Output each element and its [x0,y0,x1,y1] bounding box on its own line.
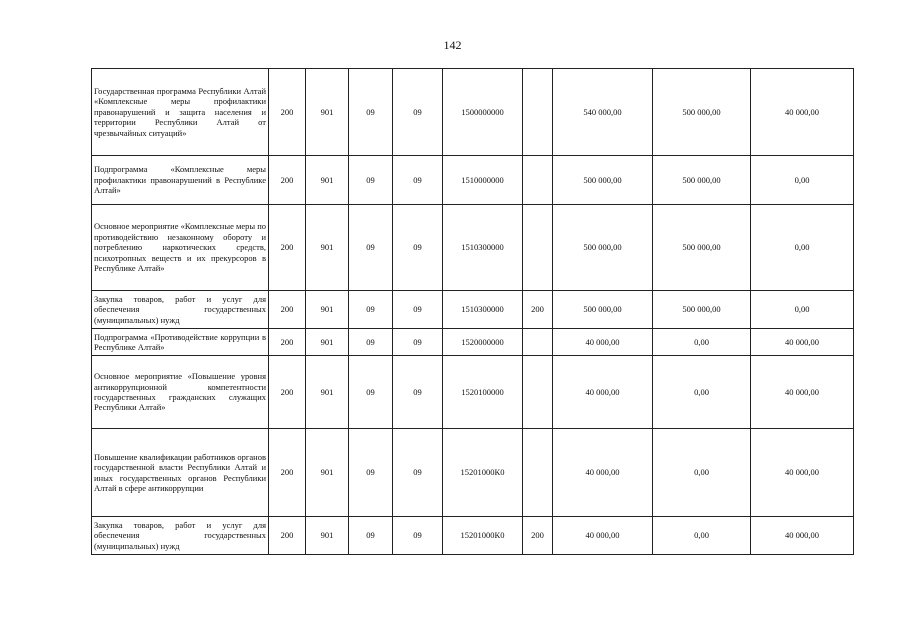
budget-table [91,68,854,555]
cell-code-1: 200 [269,156,306,205]
table-row [92,205,854,291]
cell-subsection: 09 [393,205,443,291]
cell-section: 09 [349,69,393,156]
cell-expense-type [523,205,553,291]
cell-target-article: 1520000000 [443,329,523,356]
cell-target-article: 15201000К0 [443,429,523,517]
table-row [92,291,854,329]
cell-expense-type: 200 [523,517,553,555]
cell-ministry-code: 901 [306,429,349,517]
table-row [92,429,854,517]
cell-amount-2: 500 000,00 [653,156,751,205]
cell-target-article: 1510000000 [443,156,523,205]
table-row [92,156,854,205]
row-name: Государственная программа Республики Алтай «Комплексные меры профилактики правонарушений и защита населения и территории Республики Алтай от чрезвычайных ситуаций» [92,69,269,156]
cell-amount-3: 0,00 [751,205,854,291]
cell-code-1: 200 [269,69,306,156]
table-row [92,329,854,356]
row-name: Закупка товаров, работ и услуг для обеспечения государственных (муниципальных) нужд [92,517,269,555]
cell-amount-2: 500 000,00 [653,205,751,291]
cell-expense-type [523,429,553,517]
cell-section: 09 [349,329,393,356]
cell-target-article: 15201000К0 [443,517,523,555]
cell-amount-3: 40 000,00 [751,429,854,517]
cell-amount-3: 40 000,00 [751,356,854,429]
budget-table-body [92,69,854,555]
cell-amount-total: 40 000,00 [553,429,653,517]
cell-amount-3: 0,00 [751,291,854,329]
cell-expense-type [523,356,553,429]
cell-subsection: 09 [393,429,443,517]
row-name: Основное мероприятие «Комплексные меры по противодействию незаконному обороту и потреблению наркотических средств, психотропных веществ и их прекурсоров в Республике Алтай» [92,205,269,291]
cell-ministry-code: 901 [306,329,349,356]
cell-section: 09 [349,429,393,517]
row-name: Закупка товаров, работ и услуг для обеспечения государственных (муниципальных) нужд [92,291,269,329]
cell-amount-2: 500 000,00 [653,291,751,329]
cell-expense-type [523,69,553,156]
row-name: Повышение квалификации работников органов государственной власти Республики Алтай и иных государственных органов Республики Алтай в сфере антикоррупции [92,429,269,517]
cell-ministry-code: 901 [306,356,349,429]
cell-target-article: 1510300000 [443,291,523,329]
row-name: Основное мероприятие «Повышение уровня антикоррупционной компетентности государственных гражданских служащих Республики Алтай» [92,356,269,429]
cell-section: 09 [349,205,393,291]
cell-code-1: 200 [269,291,306,329]
cell-amount-3: 40 000,00 [751,517,854,555]
cell-subsection: 09 [393,517,443,555]
cell-amount-total: 40 000,00 [553,517,653,555]
cell-amount-total: 500 000,00 [553,156,653,205]
cell-section: 09 [349,517,393,555]
cell-amount-2: 0,00 [653,356,751,429]
cell-expense-type: 200 [523,291,553,329]
cell-expense-type [523,329,553,356]
cell-subsection: 09 [393,69,443,156]
cell-amount-total: 500 000,00 [553,291,653,329]
cell-ministry-code: 901 [306,205,349,291]
cell-amount-3: 0,00 [751,156,854,205]
page-number: 142 [443,38,462,52]
cell-amount-total: 540 000,00 [553,69,653,156]
cell-target-article: 1500000000 [443,69,523,156]
cell-subsection: 09 [393,329,443,356]
cell-code-1: 200 [269,429,306,517]
table-row [92,69,854,156]
cell-code-1: 200 [269,329,306,356]
table-row [92,517,854,555]
row-name: Подпрограмма «Противодействие коррупции в Республике Алтай» [92,329,269,356]
cell-amount-total: 40 000,00 [553,329,653,356]
cell-subsection: 09 [393,156,443,205]
cell-amount-total: 500 000,00 [553,205,653,291]
table-row [92,356,854,429]
cell-subsection: 09 [393,356,443,429]
cell-target-article: 1520100000 [443,356,523,429]
cell-amount-2: 0,00 [653,429,751,517]
row-name: Подпрограмма «Комплексные меры профилактики правонарушений в Республике Алтай» [92,156,269,205]
cell-code-1: 200 [269,356,306,429]
cell-code-1: 200 [269,517,306,555]
cell-amount-total: 40 000,00 [553,356,653,429]
cell-ministry-code: 901 [306,69,349,156]
cell-section: 09 [349,156,393,205]
cell-amount-2: 500 000,00 [653,69,751,156]
cell-section: 09 [349,291,393,329]
cell-ministry-code: 901 [306,156,349,205]
cell-subsection: 09 [393,291,443,329]
cell-section: 09 [349,356,393,429]
cell-amount-2: 0,00 [653,329,751,356]
cell-amount-3: 40 000,00 [751,329,854,356]
cell-expense-type [523,156,553,205]
cell-amount-2: 0,00 [653,517,751,555]
cell-ministry-code: 901 [306,517,349,555]
cell-amount-3: 40 000,00 [751,69,854,156]
cell-code-1: 200 [269,205,306,291]
cell-target-article: 1510300000 [443,205,523,291]
cell-ministry-code: 901 [306,291,349,329]
